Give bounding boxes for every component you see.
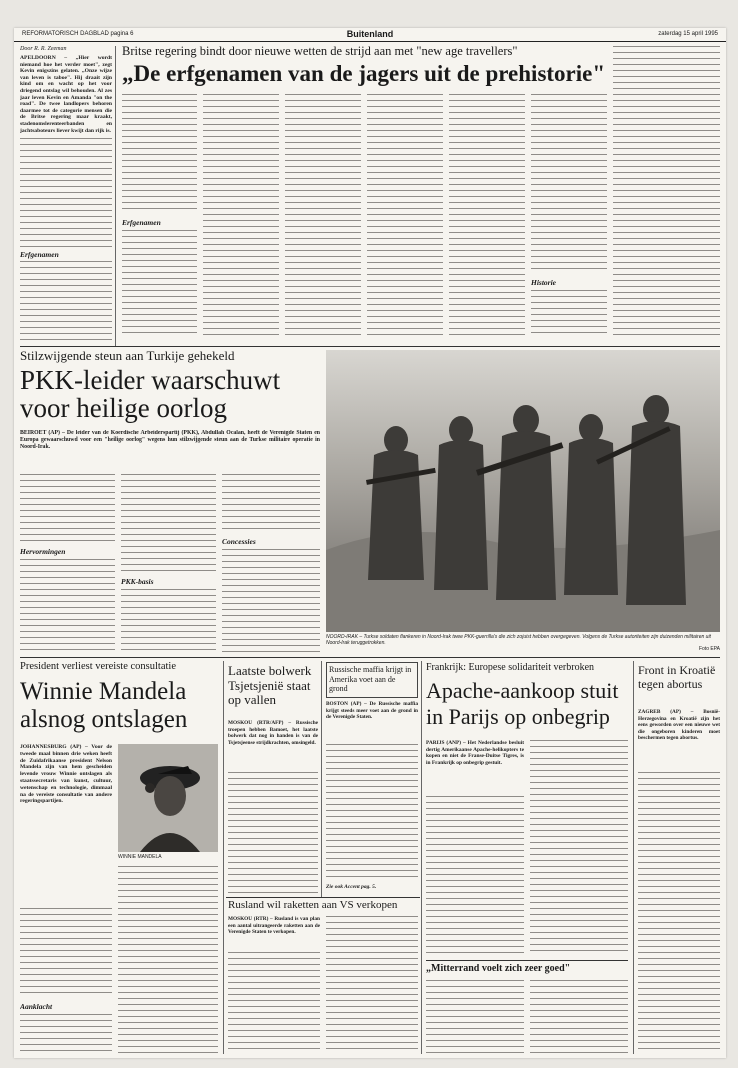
subhead-erfgenamen: Erfgenamen [20, 250, 59, 260]
story5-headline-box [326, 662, 418, 698]
story6-headline: Rusland wil raketten aan VS verkopen [228, 900, 398, 911]
soldiers-photo-illustration [326, 350, 720, 632]
story8-headline: Front in Kroatië tegen abortus [638, 664, 716, 691]
body-text [20, 559, 115, 654]
body-text [228, 952, 320, 1054]
pkk-photo [326, 350, 720, 632]
body-text [449, 94, 525, 338]
story3-headline-2: alsnog ontslagen [20, 706, 188, 733]
story8-lead-box [638, 709, 720, 769]
body-text [222, 549, 320, 654]
story2-lead-box [20, 430, 320, 470]
subhead-box [531, 278, 607, 288]
newspaper-page [14, 28, 726, 1058]
subhead-aanklacht: Aanklacht [20, 1002, 53, 1011]
subhead-concessies: Concessies [222, 537, 256, 546]
photo-credit: Foto EPA [698, 646, 720, 652]
body-text [20, 474, 115, 544]
story7-headline-1: Apache-aankoop stuit [426, 678, 619, 703]
body-text [118, 866, 218, 1054]
body-text [122, 230, 197, 338]
body-text [20, 1014, 112, 1054]
body-text [326, 744, 418, 880]
story7-headline-2: in Parijs op onbegrip [426, 704, 610, 729]
subhead-box [20, 547, 115, 557]
body-text [638, 772, 720, 1054]
body-text [121, 589, 216, 654]
mandela-photo [118, 744, 218, 852]
story7-kicker-box [426, 662, 630, 676]
body-text [531, 94, 607, 274]
subhead-box [121, 577, 216, 587]
column-divider [421, 661, 422, 1054]
story2-headline-box [20, 366, 320, 426]
story3-lead: JOHANNESBURG (AP) – Voor de tweede maal binnen drie weken heeft de Zuidafrikaanse president Nelson Mandela zijn van hem gescheiden levende vrouw Winnie ontslagen als staatssecretaris van kunst, cultuur, wetenschap en technologie, dimmaal na de vereiste consultatie van andere regeringspartijen. [20, 744, 112, 805]
story8-lead: ZAGREB (AP) – Bosnië-Herzegovina en Kroatië zijn het eens geworden over een nieuwe wet die ongeboren kinderen moet beschermen tegen abortus. [638, 709, 720, 741]
subhead-box [222, 537, 320, 547]
pkk-caption: NOORD-IRAK – Turkse soldaten flankeren in Noord-Irak twee PKK-guerrilla's die zich zojuist hebben overgegeven. Volgens de Turkse autoriteiten zijn duizenden militairen uit Noord-Irak teruggetrokken. [326, 634, 711, 646]
story5-dateline: BOSTON (AP) – De Russische maffia krijgt steeds meer voet aan de grond in de Verenigde Staten. [326, 701, 418, 720]
section-title: Buitenland [346, 29, 394, 39]
byline: Door R. R. Zeeman [20, 46, 67, 52]
pkk-caption-box [326, 634, 720, 654]
body-text [20, 138, 112, 248]
story5-ref: Zie ook Accent pag. 5. [326, 884, 377, 890]
story7-lead: PARIJS (ANP) – Het Nederlandse besluit dertig Amerikaanse Apache-helikopters te kopen en niet de Franse-Duitse Tigres, is in Frankrijk op onbegrip gestuit. [426, 740, 524, 766]
body-text [20, 261, 112, 341]
body-text [613, 46, 720, 338]
story3-headline-box [20, 678, 220, 740]
column-divider [115, 46, 116, 346]
subhead-box [122, 218, 197, 228]
body-text [121, 474, 216, 574]
story3-headline-1: Winnie Mandela [20, 678, 187, 705]
body-text [285, 94, 361, 338]
body-text [122, 94, 197, 214]
issue-date: zaterdag 15 april 1995 [658, 31, 718, 37]
story6-dateline-box [228, 916, 320, 950]
body-text [203, 94, 279, 338]
body-text [222, 474, 320, 534]
body-text [530, 740, 628, 956]
portrait-illustration [118, 744, 218, 852]
section-divider [426, 960, 628, 961]
top-left-column [20, 46, 112, 346]
subhead-pkk-basis: PKK-basis [121, 577, 154, 586]
story4-dateline: MOSKOU (RTR/AFP) – Russische troepen hebben Bamoet, het laatste bolwerk dat nog in handen is van de Tsjetsjeense strijdkrachten, omsingeld. [228, 720, 318, 746]
story4-headline-box [228, 664, 318, 716]
top-left-lead: APELDOORN – „Hier wordt niemand hoe het verder moet", zegt Kevin enigszins gelaten. „Onze wijze van leven is taboe". Hij draait zijn kind om en wacht op het voor driegend ontslag wil behouden. Al zes jaar leven Kevin en Amanda "on the road". De twee landlopers behoren daarmee tot de categorie mensen die de Britse regering maar kraakt, stadenomslerenteerbanden en jachtsaboteurs liever kwijt dan rijk is. [20, 55, 112, 134]
story3-kicker: President verliest vereiste consultatie [20, 661, 176, 672]
section-divider [226, 897, 420, 898]
story2-headline-1: PKK-leider waarschuwt [20, 366, 281, 395]
story7-subheadline-box [426, 964, 628, 978]
body-text [228, 772, 318, 894]
column-divider [321, 661, 322, 897]
story6-headline-box [228, 900, 420, 914]
subhead-historie: Historie [531, 278, 557, 287]
story2-kicker-box [20, 350, 320, 364]
story3-lead-box [20, 744, 112, 904]
section-divider [20, 657, 720, 658]
subhead-hervormingen: Hervormingen [20, 547, 66, 556]
mandela-caption-box [118, 854, 218, 862]
body-text [426, 796, 524, 956]
body-text [531, 290, 607, 338]
story8-headline-box [638, 664, 722, 706]
story7-kicker: Frankrijk: Europese solidariteit verbroken [426, 662, 595, 673]
story1-headline: „De erfgenamen van de jagers uit de prehistorie" [122, 62, 606, 86]
story7-headline-box [426, 678, 630, 736]
story2-lead: BEIROET (AP) – De leider van de Koerdische Arbeiderspartij (PKK), Abdullah Ocalan, heeft de Verenigde Staten en Europa gewaarschuwd voor een "heilige oorlog" wegens hun stilzwijgende steun aan de Turkse militaire operatie in Noord-Irak. [20, 430, 320, 450]
body-text [367, 94, 443, 338]
story5-headline: Russische maffia krijgt in Amerika voet aan de grond [329, 665, 412, 693]
section-divider [20, 346, 720, 347]
story4-dateline-box [228, 720, 318, 768]
story6-dateline: MOSKOU (RTR) – Rusland is van plan een aantal uitrangeerde raketten aan de Verenigde Staten te verkopen. [228, 916, 320, 935]
story2-headline-2: voor heilige oorlog [20, 393, 227, 423]
story5-dateline-box [326, 701, 418, 741]
story3-kicker-box [20, 661, 220, 675]
story7-lead-box [426, 740, 524, 792]
body-text [20, 908, 112, 998]
subhead-erfgenamen-2: Erfgenamen [122, 218, 161, 227]
body-text [530, 980, 628, 1054]
paper-name: REFORMATORISCH DAGBLAD pagina 6 [22, 31, 134, 37]
story4-headline: Laatste bolwerk Tsjetsjenië staat op vallen [228, 664, 312, 707]
subhead-box [20, 1002, 112, 1012]
mandela-caption: WINNIE MANDELA [118, 854, 162, 860]
body-text [426, 980, 524, 1054]
story5-ref-box [326, 884, 418, 892]
story2-kicker: Stilzwijgende steun aan Turkije gehekeld [20, 350, 235, 363]
column-divider [633, 661, 634, 1054]
story1-kicker: Britse regering bindt door nieuwe wetten de strijd aan met "new age travellers" [122, 45, 518, 58]
column-divider [223, 661, 224, 1054]
body-text [326, 916, 418, 1054]
masthead [14, 28, 726, 42]
story7-subheadline: „Mitterrand voelt zich zeer goed" [426, 964, 571, 974]
